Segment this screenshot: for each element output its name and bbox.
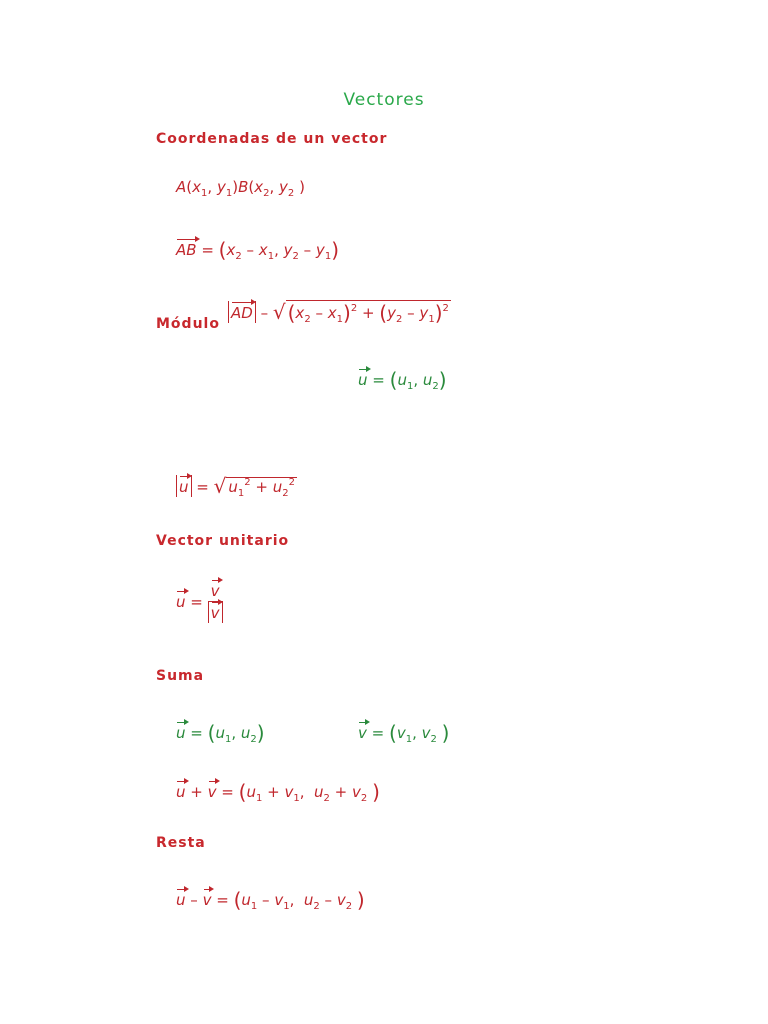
formula-points: $A(x_1$, $y_1)B(x_2$, $y_2$ ) — [176, 178, 305, 199]
heading-unitario: Vector unitario — [156, 533, 290, 549]
heading-suma: Suma — [156, 668, 205, 684]
formula-resta: $u - v = (u_1 - v_1$, $u_2 - v_2$ ) — [176, 888, 365, 912]
heading-resta: Resta — [156, 835, 206, 851]
formula-suma: $u + v = (u_1 + v_1$, $u_2 + v_2$ ) — [176, 780, 380, 804]
formula-unitario: u = $\frac{v}{v}$ — [176, 584, 223, 621]
formula-vector-ab: AB = ($x_2 - x_1$, $y_2 - y_1$) — [176, 238, 339, 262]
heading-coordenadas: Coordenadas de un vector — [156, 131, 388, 147]
heading-modulo: Módulo — [156, 316, 220, 332]
formula-modulo-u: u = √ $u_1^2 + u_2^2$ — [176, 476, 297, 496]
formula-u-components: $u = (u_1$, $u_2$) — [176, 721, 265, 745]
formula-modulo-ab: AD – √ $(x_2 - x_1)^2 + (y_2 - y_1)^2$ — [228, 300, 451, 323]
page-title: Vectores — [343, 90, 425, 110]
formula-u-def: $u = (u_1$, $u_2$) — [358, 368, 447, 392]
formula-v-components: $v = (v_1$, $v_2$ ) — [358, 721, 450, 745]
